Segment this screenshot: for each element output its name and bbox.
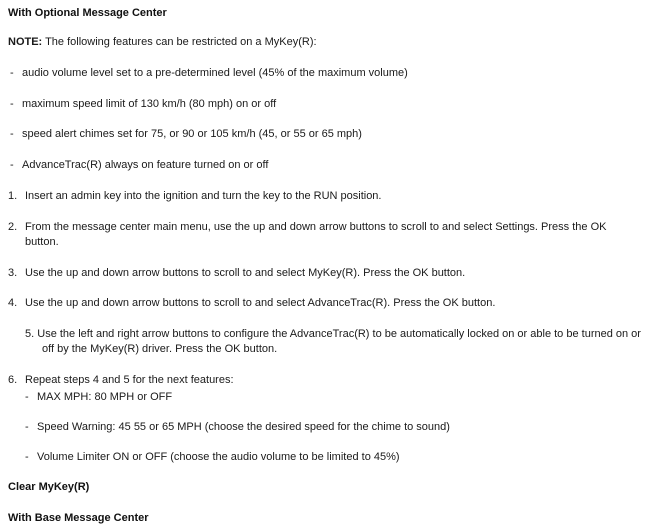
list-item bbox=[8, 127, 642, 142]
feature-text: speed alert chimes set for 75, or 90 or 105 km/h (45, or 55 or 65 mph) bbox=[22, 128, 362, 141]
list-item bbox=[8, 220, 642, 250]
list-item bbox=[8, 66, 642, 81]
step-number: 3. bbox=[8, 266, 18, 279]
dash-bullet-icon: - bbox=[10, 97, 14, 110]
list-item bbox=[8, 266, 642, 281]
step-number: 2. bbox=[8, 220, 18, 233]
dash-bullet-icon: - bbox=[10, 66, 14, 79]
list-item bbox=[25, 450, 642, 465]
dash-bullet-icon: - bbox=[25, 450, 29, 463]
step-text: Insert an admin key into the ignition and turn the key to the RUN position. bbox=[25, 190, 382, 203]
step-text: Use the up and down arrow buttons to scroll to and select AdvanceTrac(R). Press the OK button. bbox=[25, 297, 496, 310]
page-title: With Optional Message Center bbox=[8, 7, 167, 19]
dash-bullet-icon: - bbox=[10, 159, 14, 172]
feature-text: AdvanceTrac(R) always on feature turned on or off bbox=[22, 159, 269, 172]
step-number: 4. bbox=[8, 297, 18, 310]
list-item bbox=[25, 420, 642, 435]
step-text: Use the up and down arrow buttons to scroll to and select MyKey(R). Press the OK button. bbox=[25, 266, 466, 279]
instruction-steps bbox=[8, 189, 642, 464]
dash-bullet-icon: - bbox=[25, 390, 29, 403]
list-item bbox=[8, 373, 642, 464]
sub-item-text: Speed Warning: 45 55 or 65 MPH (choose the desired speed for the chime to sound) bbox=[37, 420, 450, 433]
list-item bbox=[25, 390, 642, 405]
sub-item-text: MAX MPH: 80 MPH or OFF bbox=[37, 390, 173, 403]
dash-bullet-icon: - bbox=[10, 128, 14, 141]
clear-mykey-heading: Clear MyKey(R) bbox=[8, 481, 90, 494]
feature-text: audio volume level set to a pre-determined level (45% of the maximum volume) bbox=[22, 66, 408, 79]
step-number: 1. bbox=[8, 190, 18, 203]
note-text: The following features can be restricted on a MyKey(R): bbox=[42, 35, 317, 48]
base-message-center-heading: With Base Message Center bbox=[8, 512, 149, 525]
step-text: Repeat steps 4 and 5 for the next features: bbox=[25, 373, 234, 386]
sub-item-text: Volume Limiter ON or OFF (choose the audio volume to be limited to 45%) bbox=[37, 450, 400, 463]
note-label: NOTE: bbox=[8, 35, 43, 48]
dash-bullet-icon: - bbox=[25, 420, 29, 433]
step-number: 5. bbox=[25, 328, 35, 341]
step-text: From the message center main menu, use the up and down arrow buttons to scroll to and select Settings. Press the OK button. bbox=[25, 220, 607, 248]
note-paragraph bbox=[8, 35, 642, 50]
list-item bbox=[8, 158, 642, 173]
step-text: Use the left and right arrow buttons to configure the AdvanceTrac(R) to be automatically locked on or able to be turned on or off by the MyKey(R) driver. Press the OK button. bbox=[37, 328, 641, 356]
feature-text: maximum speed limit of 130 km/h (80 mph) on or off bbox=[22, 97, 277, 110]
list-item bbox=[8, 189, 642, 204]
step-number: 6. bbox=[8, 373, 18, 386]
feature-list bbox=[8, 66, 642, 173]
step6-sub-list bbox=[25, 390, 642, 465]
list-item bbox=[8, 97, 642, 112]
list-item bbox=[25, 327, 642, 357]
list-item bbox=[8, 296, 642, 311]
